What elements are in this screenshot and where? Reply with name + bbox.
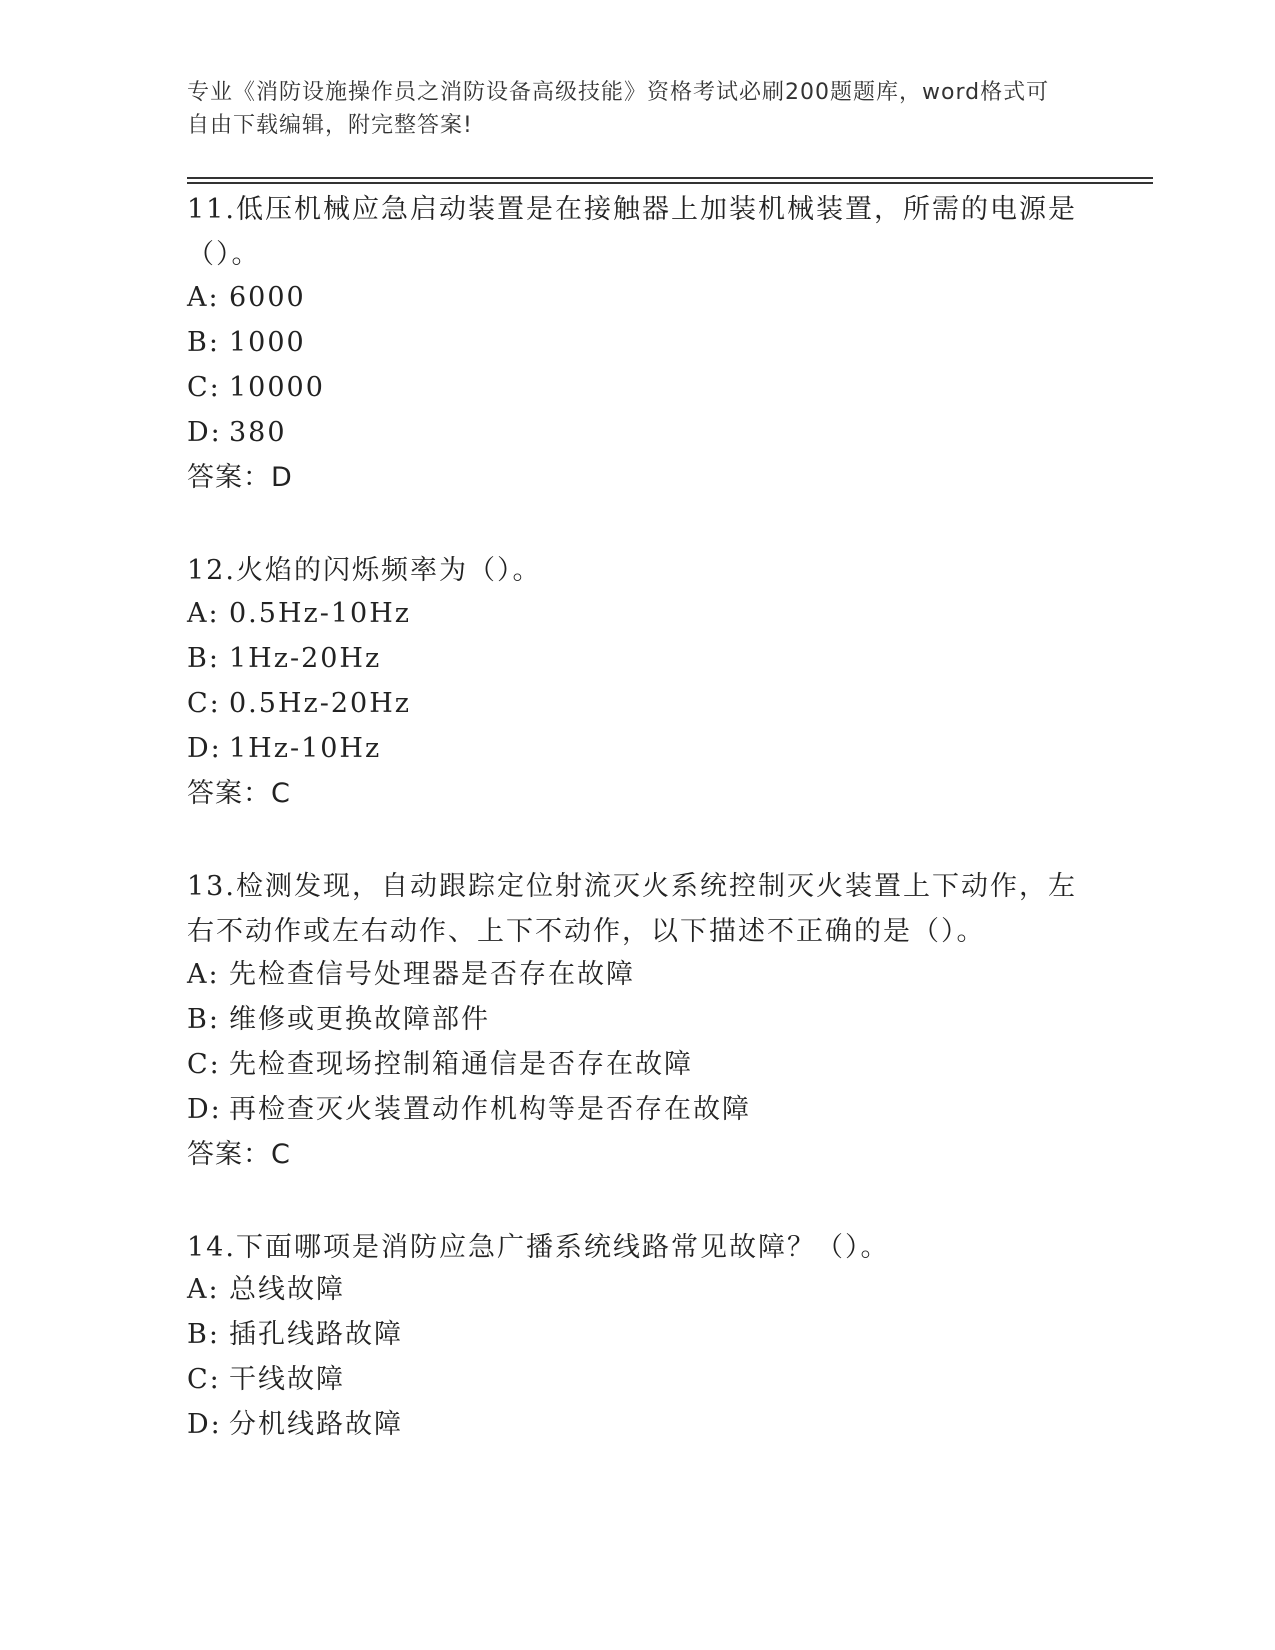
option-a xyxy=(187,278,306,318)
header-divider-bottom xyxy=(187,182,1153,184)
option-c xyxy=(187,368,325,408)
option-d xyxy=(187,1090,751,1130)
option-label: A: xyxy=(187,959,220,990)
question-text: 13.检测发现，自动跟踪定位射流灭火系统控制灭火装置上下动作，左右不动作或左右动作、上下不动作，以下描述不正确的是（）。 xyxy=(187,871,1077,947)
option-d xyxy=(187,729,381,769)
option-text: 380 xyxy=(229,417,287,448)
option-text: 维修或更换故障部件 xyxy=(229,1004,490,1035)
question-text: 12.火焰的闪烁频率为（）。 xyxy=(187,555,542,586)
option-label: D: xyxy=(187,733,222,764)
option-label: C: xyxy=(187,1364,221,1395)
option-label: A: xyxy=(187,282,220,313)
option-text: 干线故障 xyxy=(229,1364,345,1395)
option-text: 总线故障 xyxy=(229,1274,345,1305)
answer: 答案：C xyxy=(187,778,291,809)
question-text: 14.下面哪项是消防应急广播系统线路常见故障？（）。 xyxy=(187,1232,890,1263)
option-d xyxy=(187,1405,403,1445)
option-b xyxy=(187,323,306,363)
option-text: 0.5Hz-20Hz xyxy=(229,688,411,719)
option-c xyxy=(187,1360,345,1400)
option-a xyxy=(187,594,411,634)
option-text: 先检查信号处理器是否存在故障 xyxy=(229,959,635,990)
header-divider-top xyxy=(187,177,1153,179)
option-text: 1Hz-20Hz xyxy=(229,643,382,674)
option-text: 分机线路故障 xyxy=(229,1409,403,1440)
option-a xyxy=(187,1270,345,1310)
option-label: D: xyxy=(187,417,222,448)
option-text: 先检查现场控制箱通信是否存在故障 xyxy=(229,1049,693,1080)
option-d xyxy=(187,413,287,453)
option-text: 10000 xyxy=(229,372,325,403)
document-header: 专业《消防设施操作员之消防设备高级技能》资格考试必刷200题题库，word格式可自由下载编辑，附完整答案! xyxy=(187,80,1050,138)
option-text: 6000 xyxy=(229,282,306,313)
option-label: A: xyxy=(187,1274,220,1305)
option-text: 1000 xyxy=(229,327,306,358)
option-b xyxy=(187,1315,403,1355)
option-label: B: xyxy=(187,643,220,674)
option-text: 插孔线路故障 xyxy=(229,1319,403,1350)
option-label: B: xyxy=(187,327,220,358)
option-label: C: xyxy=(187,688,221,719)
answer: 答案：D xyxy=(187,462,293,493)
option-text: 再检查灭火装置动作机构等是否存在故障 xyxy=(229,1094,751,1125)
option-label: B: xyxy=(187,1319,220,1350)
option-a xyxy=(187,955,635,995)
option-label: D: xyxy=(187,1094,222,1125)
option-b xyxy=(187,1000,490,1040)
option-c xyxy=(187,1045,693,1085)
option-label: D: xyxy=(187,1409,222,1440)
option-text: 1Hz-10Hz xyxy=(229,733,382,764)
option-c xyxy=(187,684,411,724)
option-label: A: xyxy=(187,598,220,629)
option-label: B: xyxy=(187,1004,220,1035)
answer: 答案：C xyxy=(187,1139,291,1170)
option-label: C: xyxy=(187,1049,221,1080)
question-text: 11.低压机械应急启动装置是在接触器上加装机械装置，所需的电源是（）。 xyxy=(187,194,1077,270)
option-text: 0.5Hz-10Hz xyxy=(229,598,411,629)
option-b xyxy=(187,639,381,679)
option-label: C: xyxy=(187,372,221,403)
